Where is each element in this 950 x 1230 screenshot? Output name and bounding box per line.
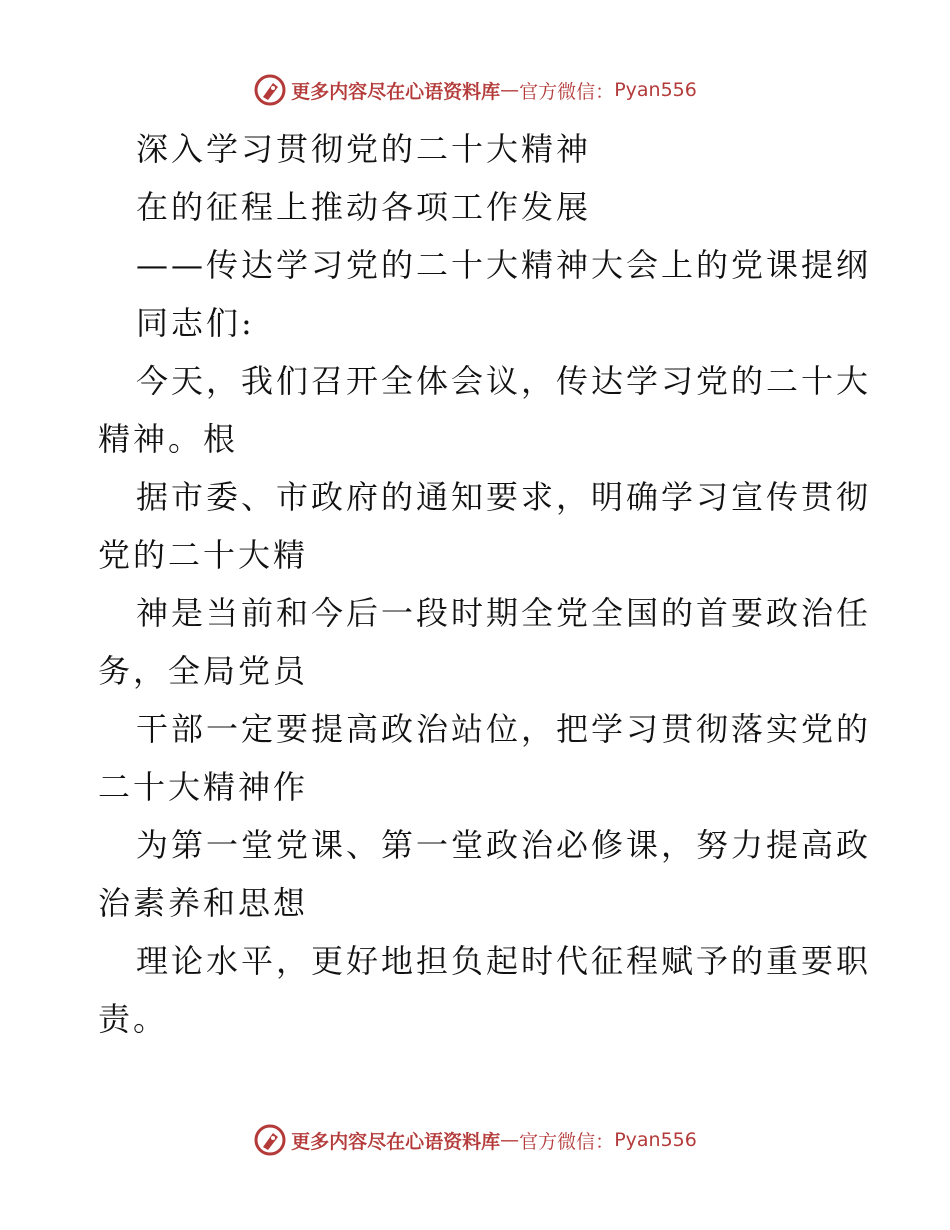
document-title: 深入学习贯彻党的二十大精神 — [136, 130, 592, 168]
banner-brand-text: 更多内容尽在心语资料库 — [291, 1130, 501, 1153]
banner-wechat-label: 官方微信： — [519, 80, 615, 103]
paragraph-line: 干部一定要提高政治站位，把学习贯彻落实党的 — [136, 710, 872, 748]
banner-wechat-id: Pyan556 — [614, 1129, 697, 1151]
paragraph-line: 理论水平，更好地担负起时代征程赋予的重要职 — [136, 942, 872, 980]
document-body — [98, 120, 872, 1048]
salutation: 同志们: — [136, 304, 255, 342]
paragraph-line: 务，全局党员 — [98, 652, 309, 690]
paragraph-line: 治素养和思想 — [98, 884, 309, 922]
banner-wechat-id: Pyan556 — [614, 79, 697, 101]
pen-nib-logo-icon — [253, 1123, 287, 1157]
paragraph-line: 今天，我们召开全体会议，传达学习党的二十大 — [136, 362, 872, 400]
banner-dash: — — [500, 79, 520, 101]
paragraph-line: 据市委、市政府的通知要求，明确学习宣传贯彻 — [136, 478, 872, 516]
footer-banner — [0, 1122, 950, 1158]
paragraph-line: 神是当前和今后一段时期全党全国的首要政治任 — [136, 594, 872, 632]
banner-wechat-label: 官方微信： — [519, 1130, 615, 1153]
banner-dash: — — [500, 1129, 520, 1151]
pen-nib-logo-icon — [253, 73, 287, 107]
paragraph-line: 为第一堂党课、第一堂政治必修课，努力提高政 — [136, 826, 872, 864]
document-title-line-2: 在的征程上推动各项工作发展 — [136, 188, 592, 226]
paragraph-line: 精神。根 — [98, 420, 239, 458]
paragraph-line: 二十大精神作 — [98, 768, 309, 806]
paragraph-line: 责。 — [98, 1000, 169, 1038]
document-subtitle: ——传达学习党的二十大精神大会上的党课提纲 — [136, 246, 872, 284]
banner-brand-text: 更多内容尽在心语资料库 — [291, 80, 501, 103]
paragraph-line: 党的二十大精 — [98, 536, 309, 574]
header-banner — [0, 72, 950, 108]
